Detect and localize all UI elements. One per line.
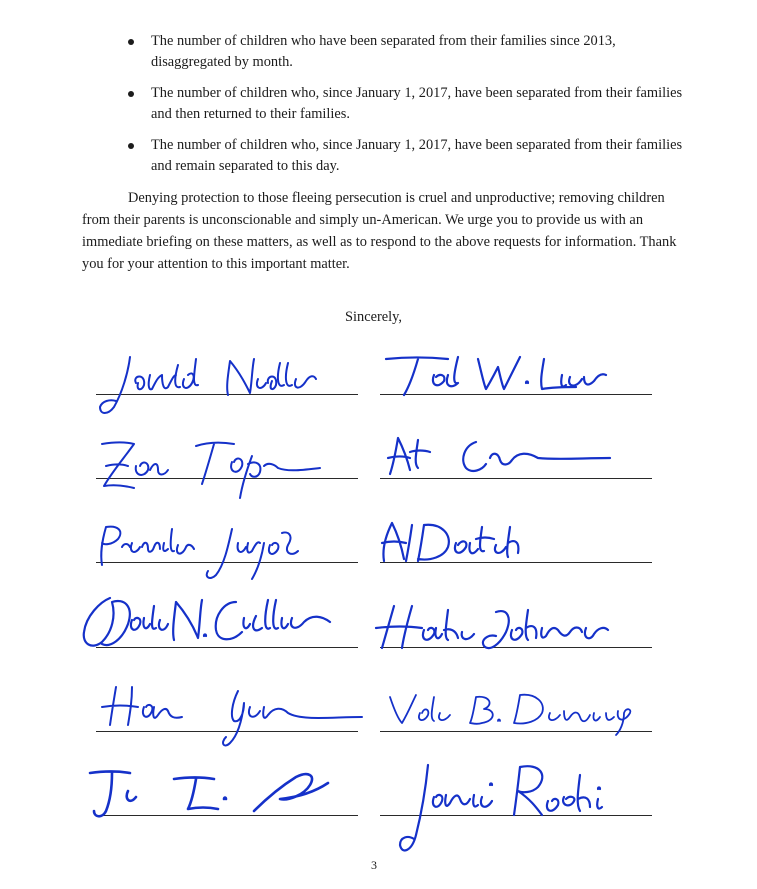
signature-lieu: [378, 345, 613, 415]
signature-johnson: [372, 596, 617, 666]
request-item: The number of children who have been separated from their families since 2013, disaggregated by month.: [128, 31, 688, 73]
signature-lofgren: [92, 428, 342, 508]
closing-salutation: Sincerely,: [345, 309, 403, 325]
signature-cohen: [378, 428, 618, 488]
request-list: [128, 31, 688, 187]
request-item: The number of children who, since January 1, 2017, have been separated from their families and remain separated to this day.: [128, 135, 688, 177]
signature-raskin: [394, 755, 644, 860]
signature-deutch: [378, 513, 598, 573]
signature-demings: [380, 683, 645, 738]
request-item: The number of children who, since January 1, 2017, have been separated from their families and then returned to their families.: [128, 83, 688, 125]
signature-jayapal: [92, 513, 342, 588]
signature-lewis: [92, 677, 377, 757]
signature-cicilline: [76, 588, 351, 660]
body-paragraph: Denying protection to those fleeing persecution is cruel and unproductive; removing children from their parents is unconscionable and simply un-American. We urge you to provide us with an immediate briefing on these matters, as well as to respond to the above requests for information. Thank you for your attention to this important matter.: [82, 190, 677, 272]
signature-correa: [84, 761, 344, 829]
page-number: 3: [371, 858, 377, 872]
signature-nadler: [92, 345, 322, 420]
